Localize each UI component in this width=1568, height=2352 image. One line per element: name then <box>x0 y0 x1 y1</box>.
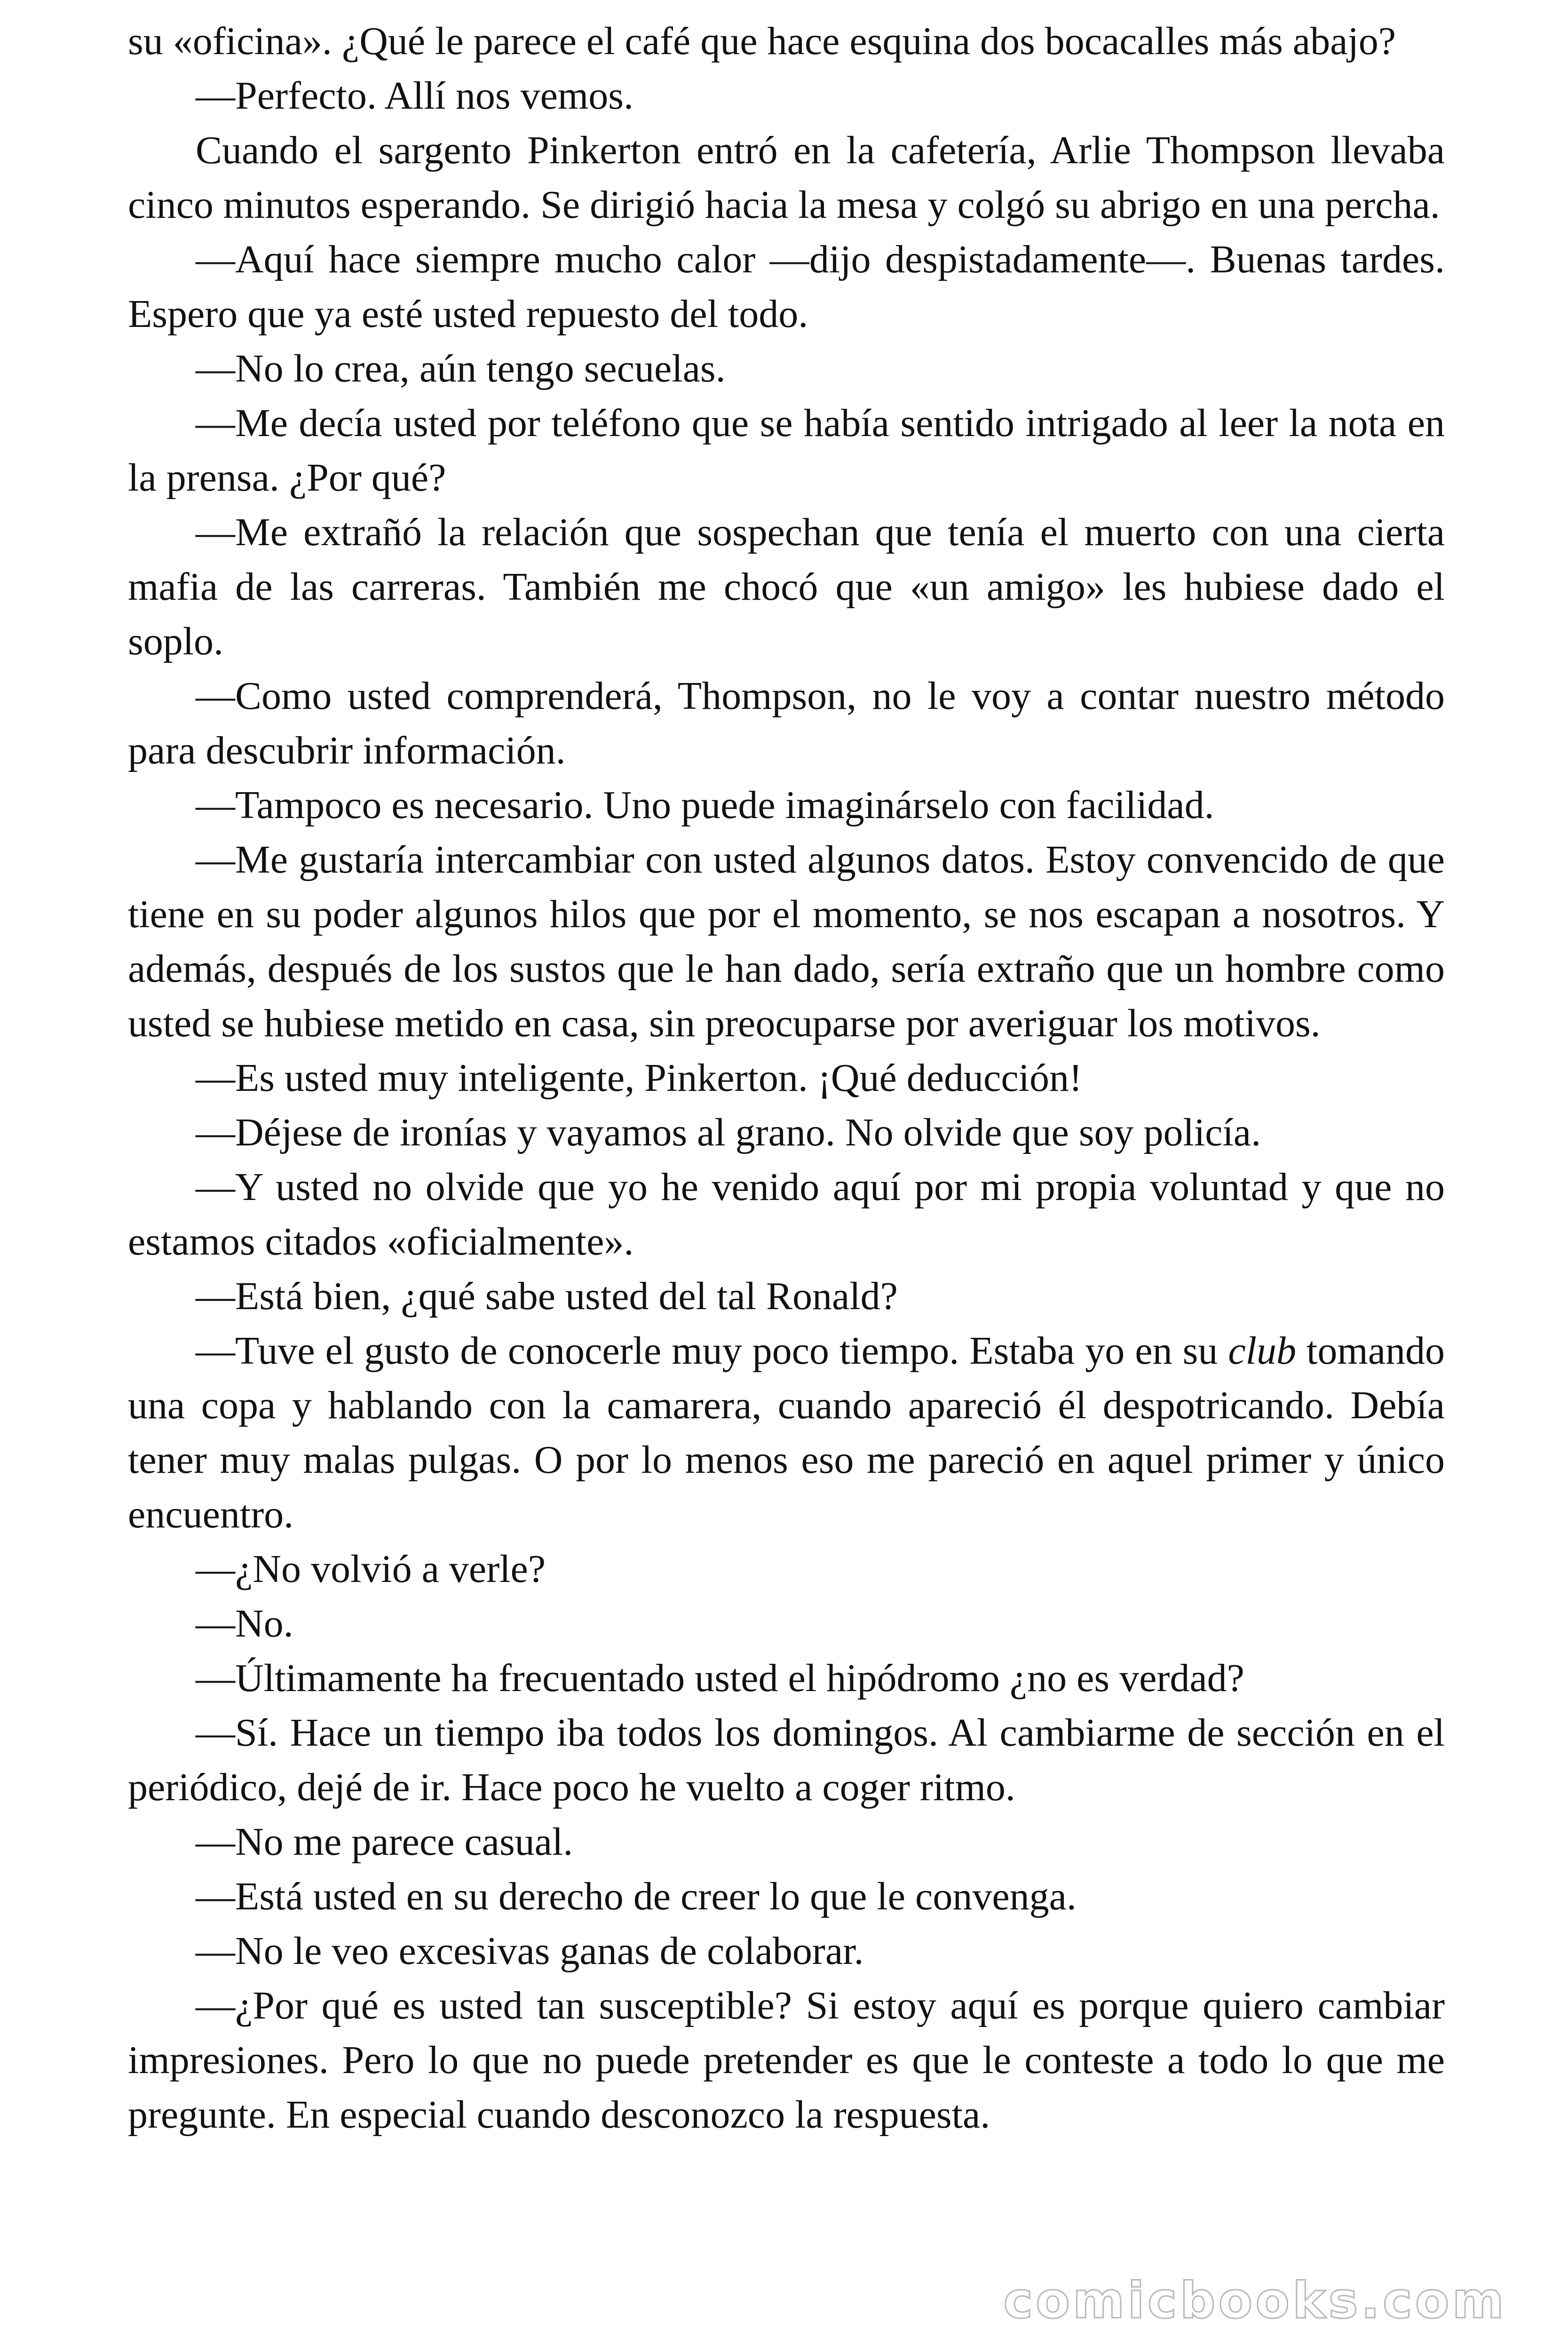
paragraph: —Y usted no olvide que yo he venido aquí por mi propia voluntad y que no estamos citados «oficialmente». <box>128 1165 1445 1263</box>
paragraph: —No me parece casual. <box>196 1820 573 1864</box>
paragraph: —Me gustaría intercambiar con usted algunos datos. Estoy convencido de que tiene en su poder algunos hilos que por el momento, se nos escapan a nosotros. Y además, después de los sustos que le han dado, sería extraño que un hombre como usted se hubiese metido en casa, sin preocuparse por averiguar los motivos. <box>128 838 1445 1045</box>
paragraph: —Como usted comprenderá, Thompson, no le voy a contar nuestro método para descubrir información. <box>128 674 1445 772</box>
paragraph: —No. <box>196 1602 293 1645</box>
paragraph: —Está bien, ¿qué sabe usted del tal Ronald? <box>196 1274 898 1318</box>
paragraph-text: —Tuve el gusto de conocerle muy poco tiempo. Estaba yo en su <box>196 1329 1228 1373</box>
paragraph: —Perfecto. Allí nos vemos. <box>196 74 634 118</box>
paragraph: su «oficina». ¿Qué le parece el café que hace esquina dos bocacalles más abajo? <box>128 19 1396 63</box>
italic-word: club <box>1228 1329 1296 1373</box>
paragraph <box>128 1324 1445 1542</box>
paragraph: —Está usted en su derecho de creer lo que le convenga. <box>196 1875 1077 1918</box>
paragraph: —Me decía usted por teléfono que se había sentido intrigado al leer la nota en la prensa. ¿Por qué? <box>128 401 1445 500</box>
paragraph: —Sí. Hace un tiempo iba todos los domingos. Al cambiarme de sección en el periódico, dejé de ir. Hace poco he vuelto a coger ritmo. <box>128 1711 1445 1809</box>
paragraph: —Últimamente ha frecuentado usted el hipódromo ¿no es verdad? <box>196 1656 1244 1700</box>
paragraph: —Es usted muy inteligente, Pinkerton. ¡Qué deducción! <box>196 1056 1082 1100</box>
paragraph: —No le veo excesivas ganas de colaborar. <box>196 1929 864 1973</box>
paragraph: —No lo crea, aún tengo secuelas. <box>196 347 726 390</box>
watermark: comicbooks.com <box>1003 2272 1507 2329</box>
paragraph: —¿No volvió a verle? <box>196 1547 546 1591</box>
paragraph: —Déjese de ironías y vayamos al grano. No olvide que soy policía. <box>196 1111 1261 1154</box>
paragraph: —Tampoco es necesario. Uno puede imaginárselo con facilidad. <box>196 783 1214 827</box>
paragraph: —Me extrañó la relación que sospechan que tenía el muerto con una cierta mafia de las carreras. También me chocó que «un amigo» les hubiese dado el soplo. <box>128 510 1445 663</box>
paragraph: —¿Por qué es usted tan susceptible? Si estoy aquí es porque quiero cambiar impresiones. Pero lo que no puede pretender es que le conteste a todo lo que me pregunte. En especial cuando desconozco la respuesta. <box>128 1984 1445 2137</box>
paragraph-text: tomando una copa y hablando con la camarera, cuando apareció él despotricando. Debía tener muy malas pulgas. O por lo menos eso me pareció en aquel primer y único encuentro. <box>128 1329 1445 1536</box>
paragraph: Cuando el sargento Pinkerton entró en la cafetería, Arlie Thompson llevaba cinco minutos esperando. Se dirigió hacia la mesa y colgó su abrigo en una percha. <box>128 128 1445 227</box>
paragraph: —Aquí hace siempre mucho calor —dijo despistadamente—. Buenas tardes. Espero que ya esté usted repuesto del todo. <box>128 238 1445 336</box>
book-page <box>128 14 1445 2142</box>
